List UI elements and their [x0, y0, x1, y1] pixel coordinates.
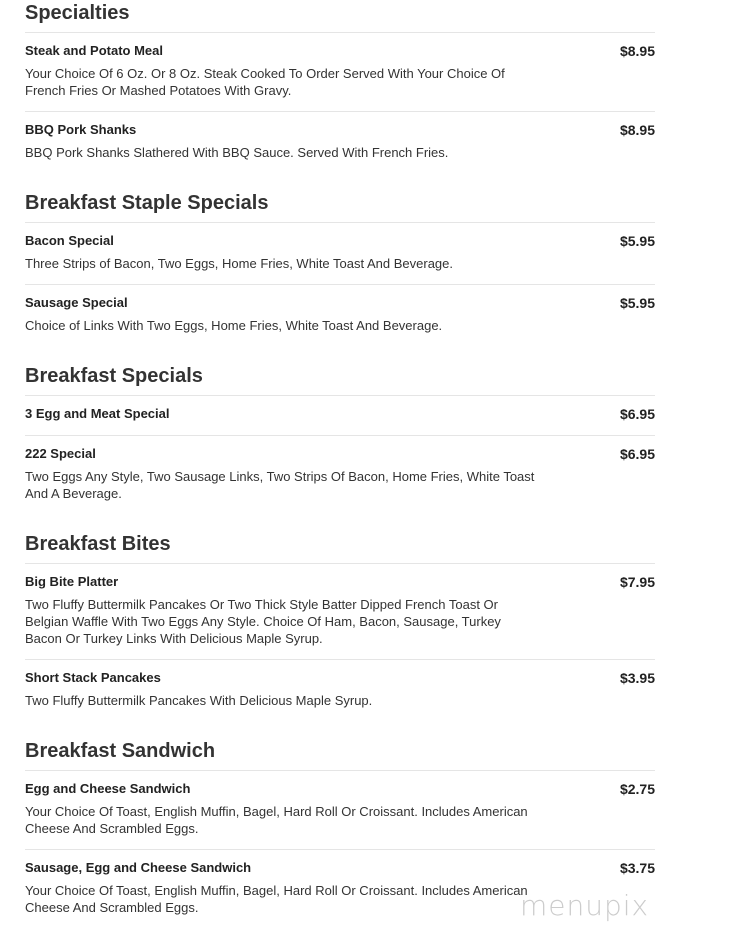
item-price: $3.75: [619, 860, 655, 876]
item-description: Two Eggs Any Style, Two Sausage Links, Two Strips Of Bacon, Home Fries, White Toast And A Beverage.: [25, 469, 535, 501]
menu-item: [25, 435, 655, 514]
item-price: $8.95: [619, 43, 655, 59]
section-title: Breakfast Sandwich: [25, 740, 216, 762]
item-price: $5.95: [619, 233, 655, 249]
item-price: $8.95: [619, 122, 655, 138]
menu-item: [25, 563, 655, 659]
menu-item: [25, 770, 655, 849]
section-title: Breakfast Staple Specials: [25, 192, 269, 214]
item-name: Bacon Special: [25, 233, 114, 248]
item-description: BBQ Pork Shanks Slathered With BBQ Sauce. Served With French Fries.: [25, 145, 449, 160]
menu-item: [25, 284, 655, 346]
item-price: $5.95: [619, 295, 655, 311]
menu-item: [25, 395, 655, 435]
menu-item: [25, 659, 655, 721]
item-description: Three Strips of Bacon, Two Eggs, Home Fries, White Toast And Beverage.: [25, 256, 454, 271]
menu-item: [25, 32, 655, 111]
section-title: Specialties: [25, 2, 130, 24]
item-description: Your Choice Of Toast, English Muffin, Bagel, Hard Roll Or Croissant. Includes American Cheese And Scrambled Eggs.: [25, 804, 528, 836]
item-name: 3 Egg and Meat Special: [25, 406, 170, 421]
item-price: $2.75: [619, 781, 655, 797]
menu-item: [25, 222, 655, 284]
item-description: Your Choice Of Toast, English Muffin, Bagel, Hard Roll Or Croissant. Includes American Cheese And Scrambled Eggs.: [25, 883, 528, 915]
item-description: Two Fluffy Buttermilk Pancakes With Delicious Maple Syrup.: [25, 693, 373, 708]
menu-section: [25, 531, 655, 721]
item-name: BBQ Pork Shanks: [25, 122, 137, 137]
item-price: $3.95: [619, 670, 655, 686]
item-name: Egg and Cheese Sandwich: [25, 781, 191, 796]
item-name: Short Stack Pancakes: [25, 670, 161, 685]
item-price: $7.95: [619, 574, 655, 590]
item-name: Big Bite Platter: [25, 574, 119, 589]
item-description: Your Choice Of 6 Oz. Or 8 Oz. Steak Cooked To Order Served With Your Choice Of French Fries Or Mashed Potatoes With Gravy.: [25, 66, 505, 98]
section-title: Breakfast Bites: [25, 533, 171, 555]
menu: [25, 0, 655, 945]
menupix-watermark: menupix: [520, 889, 650, 922]
item-price: $6.95: [619, 446, 655, 462]
item-name: Sausage Special: [25, 295, 128, 310]
item-description: Two Fluffy Buttermilk Pancakes Or Two Thick Style Batter Dipped French Toast Or Belgian Waffle With Two Eggs Any Style. Choice Of Ham, Bacon, Sausage, Turkey Bacon Or Turkey Links With Delicious Maple Syrup.: [25, 597, 501, 646]
menu-item: [25, 111, 655, 173]
menu-section: [25, 0, 655, 173]
item-name: 222 Special: [25, 446, 96, 461]
item-price: $6.95: [619, 406, 655, 422]
item-name: Sausage, Egg and Cheese Sandwich: [25, 860, 252, 875]
menu-section: [25, 190, 655, 346]
section-title: Breakfast Specials: [25, 365, 203, 387]
item-name: Steak and Potato Meal: [25, 43, 163, 58]
menu-section: [25, 363, 655, 514]
item-description: Choice of Links With Two Eggs, Home Fries, White Toast And Beverage.: [25, 318, 443, 333]
